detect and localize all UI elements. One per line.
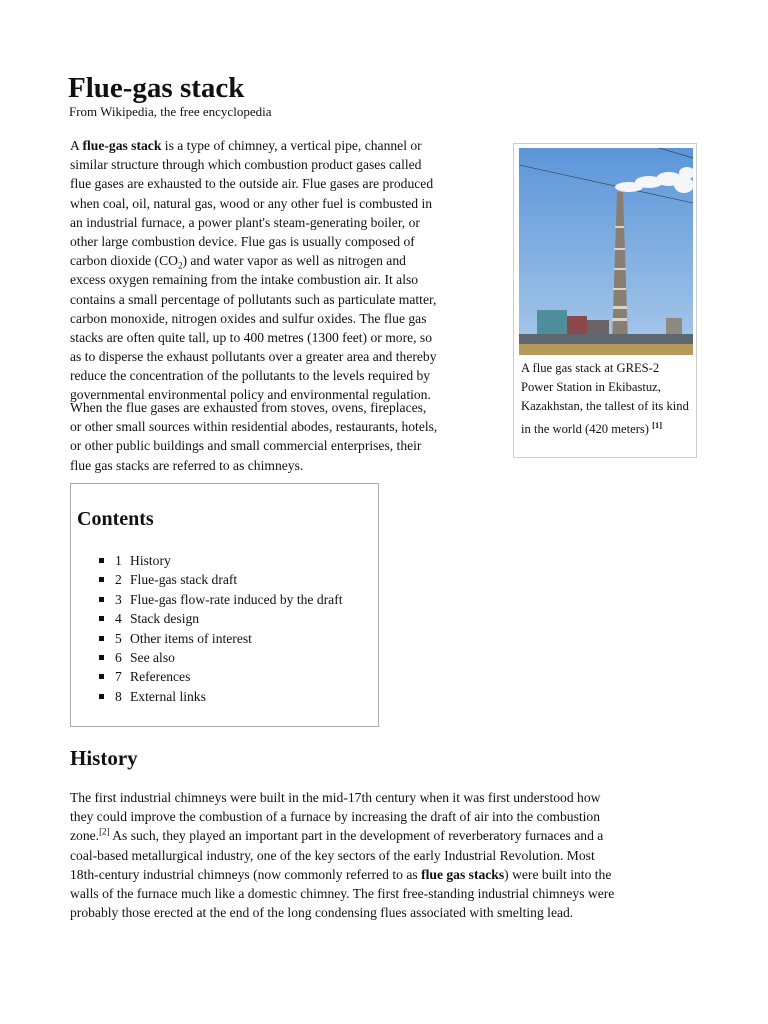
toc-item[interactable] — [71, 609, 343, 628]
bullet-icon — [99, 694, 104, 699]
text-segment: or other small sources within residential abodes, restaurants, hotels, — [70, 419, 438, 435]
caption-text: A flue gas stack at GRES-2 Power Station in Ekibastuz, Kazakhstan, the tallest of its kind in the world (420 meters) — [521, 361, 689, 437]
page-subtitle: From Wikipedia, the free encyclopedia — [69, 104, 272, 119]
text-line — [70, 174, 437, 193]
text-segment: an industrial furnace, a power plant's steam-generating boiler, or — [70, 214, 420, 230]
text-segment: reduce the concentration of the pollutants to the levels required by — [70, 368, 431, 384]
text-segment: they could improve the combustion of a furnace by increasing the draft of air into the combustion — [70, 809, 601, 825]
toc-item-number: 1 — [115, 553, 122, 568]
toc-item-number: 5 — [115, 630, 122, 646]
text-line — [70, 417, 437, 436]
text-segment: zone. — [70, 828, 100, 844]
reference-link[interactable]: [2] — [99, 826, 110, 837]
toc-item-number: 2 — [115, 572, 122, 588]
text-line — [70, 807, 614, 826]
text-segment: probably those erected at the end of the long condensing flues associated with smelting lead. — [70, 905, 574, 921]
text-segment: When the flue gases are exhausted from stoves, ovens, fireplaces, — [70, 400, 427, 415]
text-line — [70, 903, 614, 922]
text-segment: walls of the furnace much like a domestic chimney. The first free-standing industrial chimneys were — [70, 885, 615, 901]
text-line — [70, 290, 437, 309]
history-paragraph — [70, 788, 614, 922]
text-line — [70, 436, 437, 455]
bullet-icon — [99, 558, 104, 563]
text-line — [70, 347, 437, 366]
text-line — [70, 136, 437, 155]
text-line — [70, 194, 437, 213]
text-segment: flue gas stacks are referred to as chimneys. — [70, 457, 304, 473]
text-segment: or other public buildings and small commercial enterprises, their — [70, 438, 422, 454]
toc-item-label[interactable]: Other items of interest — [130, 630, 252, 646]
bullet-icon — [99, 577, 104, 582]
text-segment: carbon dioxide (CO — [70, 253, 178, 269]
toc-item-label[interactable]: See also — [130, 649, 175, 665]
text-line — [70, 366, 437, 385]
text-segment: as to disperse the exhaust pollutants over a greater area and thereby — [70, 349, 437, 365]
toc-item-number: 4 — [115, 611, 122, 627]
bullet-icon — [99, 674, 104, 679]
text-segment: 18th-century industrial chimneys (now commonly referred to as — [70, 866, 422, 882]
text-segment: when coal, oil, natural gas, wood or any other fuel is combusted in — [70, 195, 433, 211]
toc-item[interactable] — [71, 590, 343, 609]
text-line — [70, 155, 437, 174]
flue-gas-stack-photo[interactable] — [519, 148, 693, 355]
text-segment: 2 — [177, 260, 183, 271]
text-line — [70, 270, 437, 289]
toc-item[interactable] — [71, 551, 343, 570]
text-segment: other large combustion device. Flue gas is usually composed of — [70, 233, 415, 249]
toc-item-number: 7 — [115, 669, 122, 685]
bullet-icon — [99, 655, 104, 660]
text-line — [70, 398, 437, 417]
infobox-caption — [521, 359, 693, 439]
text-line — [70, 788, 614, 807]
text-line — [70, 826, 614, 845]
text-segment: flue gases are exhausted to the outside air. Flue gases are produced — [70, 176, 434, 192]
text-line — [70, 884, 614, 903]
toc-item-label[interactable]: Flue-gas flow-rate induced by the draft — [130, 591, 343, 607]
text-segment: The first industrial chimneys were built in the mid-17th century when it was first understood how — [70, 790, 601, 805]
bold-term: flue-gas stack — [82, 138, 162, 153]
infobox-figure — [513, 143, 697, 458]
reference-link[interactable]: [1] — [652, 420, 663, 430]
text-segment: ) were built into the — [504, 866, 612, 882]
toc-item[interactable] — [71, 667, 343, 686]
text-line — [70, 865, 614, 884]
text-segment: contains a small percentage of pollutants such as particulate matter, — [70, 291, 437, 307]
bullet-icon — [99, 636, 104, 641]
toc-item[interactable] — [71, 648, 343, 667]
text-segment: stacks are often quite tall, up to 400 metres (1300 feet) or more, so — [70, 329, 433, 345]
toc-item-label[interactable]: Stack design — [130, 611, 200, 627]
text-segment: coal-based metallurgical industry, one of the key sectors of the early Industrial Revolution. Most — [70, 847, 595, 863]
text-line — [70, 846, 614, 865]
toc-list — [71, 551, 343, 706]
toc-item-label[interactable]: References — [130, 669, 191, 685]
toc-item-label[interactable]: Flue-gas stack draft — [130, 572, 238, 588]
text-segment: As such, they played an important part in the development of reverberatory furnaces and a — [109, 828, 604, 844]
toc-item-number: 8 — [115, 688, 122, 704]
text-segment: similar structure through which combustion product gases called — [70, 157, 422, 173]
text-segment: excess oxygen remaining from the intake combustion air. It also — [70, 272, 419, 288]
section-heading-history: History — [70, 746, 138, 770]
text-segment: carbon monoxide, nitrogen oxides and sulfur oxides. The flue gas — [70, 310, 427, 326]
bold-term: flue gas stacks — [421, 866, 505, 882]
toc-title: Contents — [77, 508, 154, 530]
text-line — [70, 232, 437, 251]
text-segment: ) and water vapor as well as nitrogen and — [182, 253, 406, 269]
bullet-icon — [99, 616, 104, 621]
text-line — [70, 328, 437, 347]
toc-item[interactable] — [71, 570, 343, 589]
toc-item-label[interactable]: History — [130, 553, 171, 568]
toc-item[interactable] — [71, 687, 343, 706]
toc-item-number: 3 — [115, 591, 122, 607]
text-line — [70, 309, 437, 328]
toc-item[interactable] — [71, 629, 343, 648]
text-segment: A — [70, 138, 83, 153]
table-of-contents — [70, 483, 379, 727]
text-line — [70, 456, 437, 475]
text-segment: is a type of chimney, a vertical pipe, channel or — [161, 138, 422, 153]
toc-item-number: 6 — [115, 649, 122, 665]
intro-paragraph-1 — [70, 136, 437, 405]
bullet-icon — [99, 597, 104, 602]
toc-item-label[interactable]: External links — [130, 688, 206, 704]
intro-paragraph-2 — [70, 398, 437, 475]
text-line — [70, 251, 437, 270]
text-segment: governmental environmental policy and environmental regulation. — [70, 387, 431, 403]
text-line — [70, 213, 437, 232]
page-title: Flue-gas stack — [68, 72, 245, 104]
